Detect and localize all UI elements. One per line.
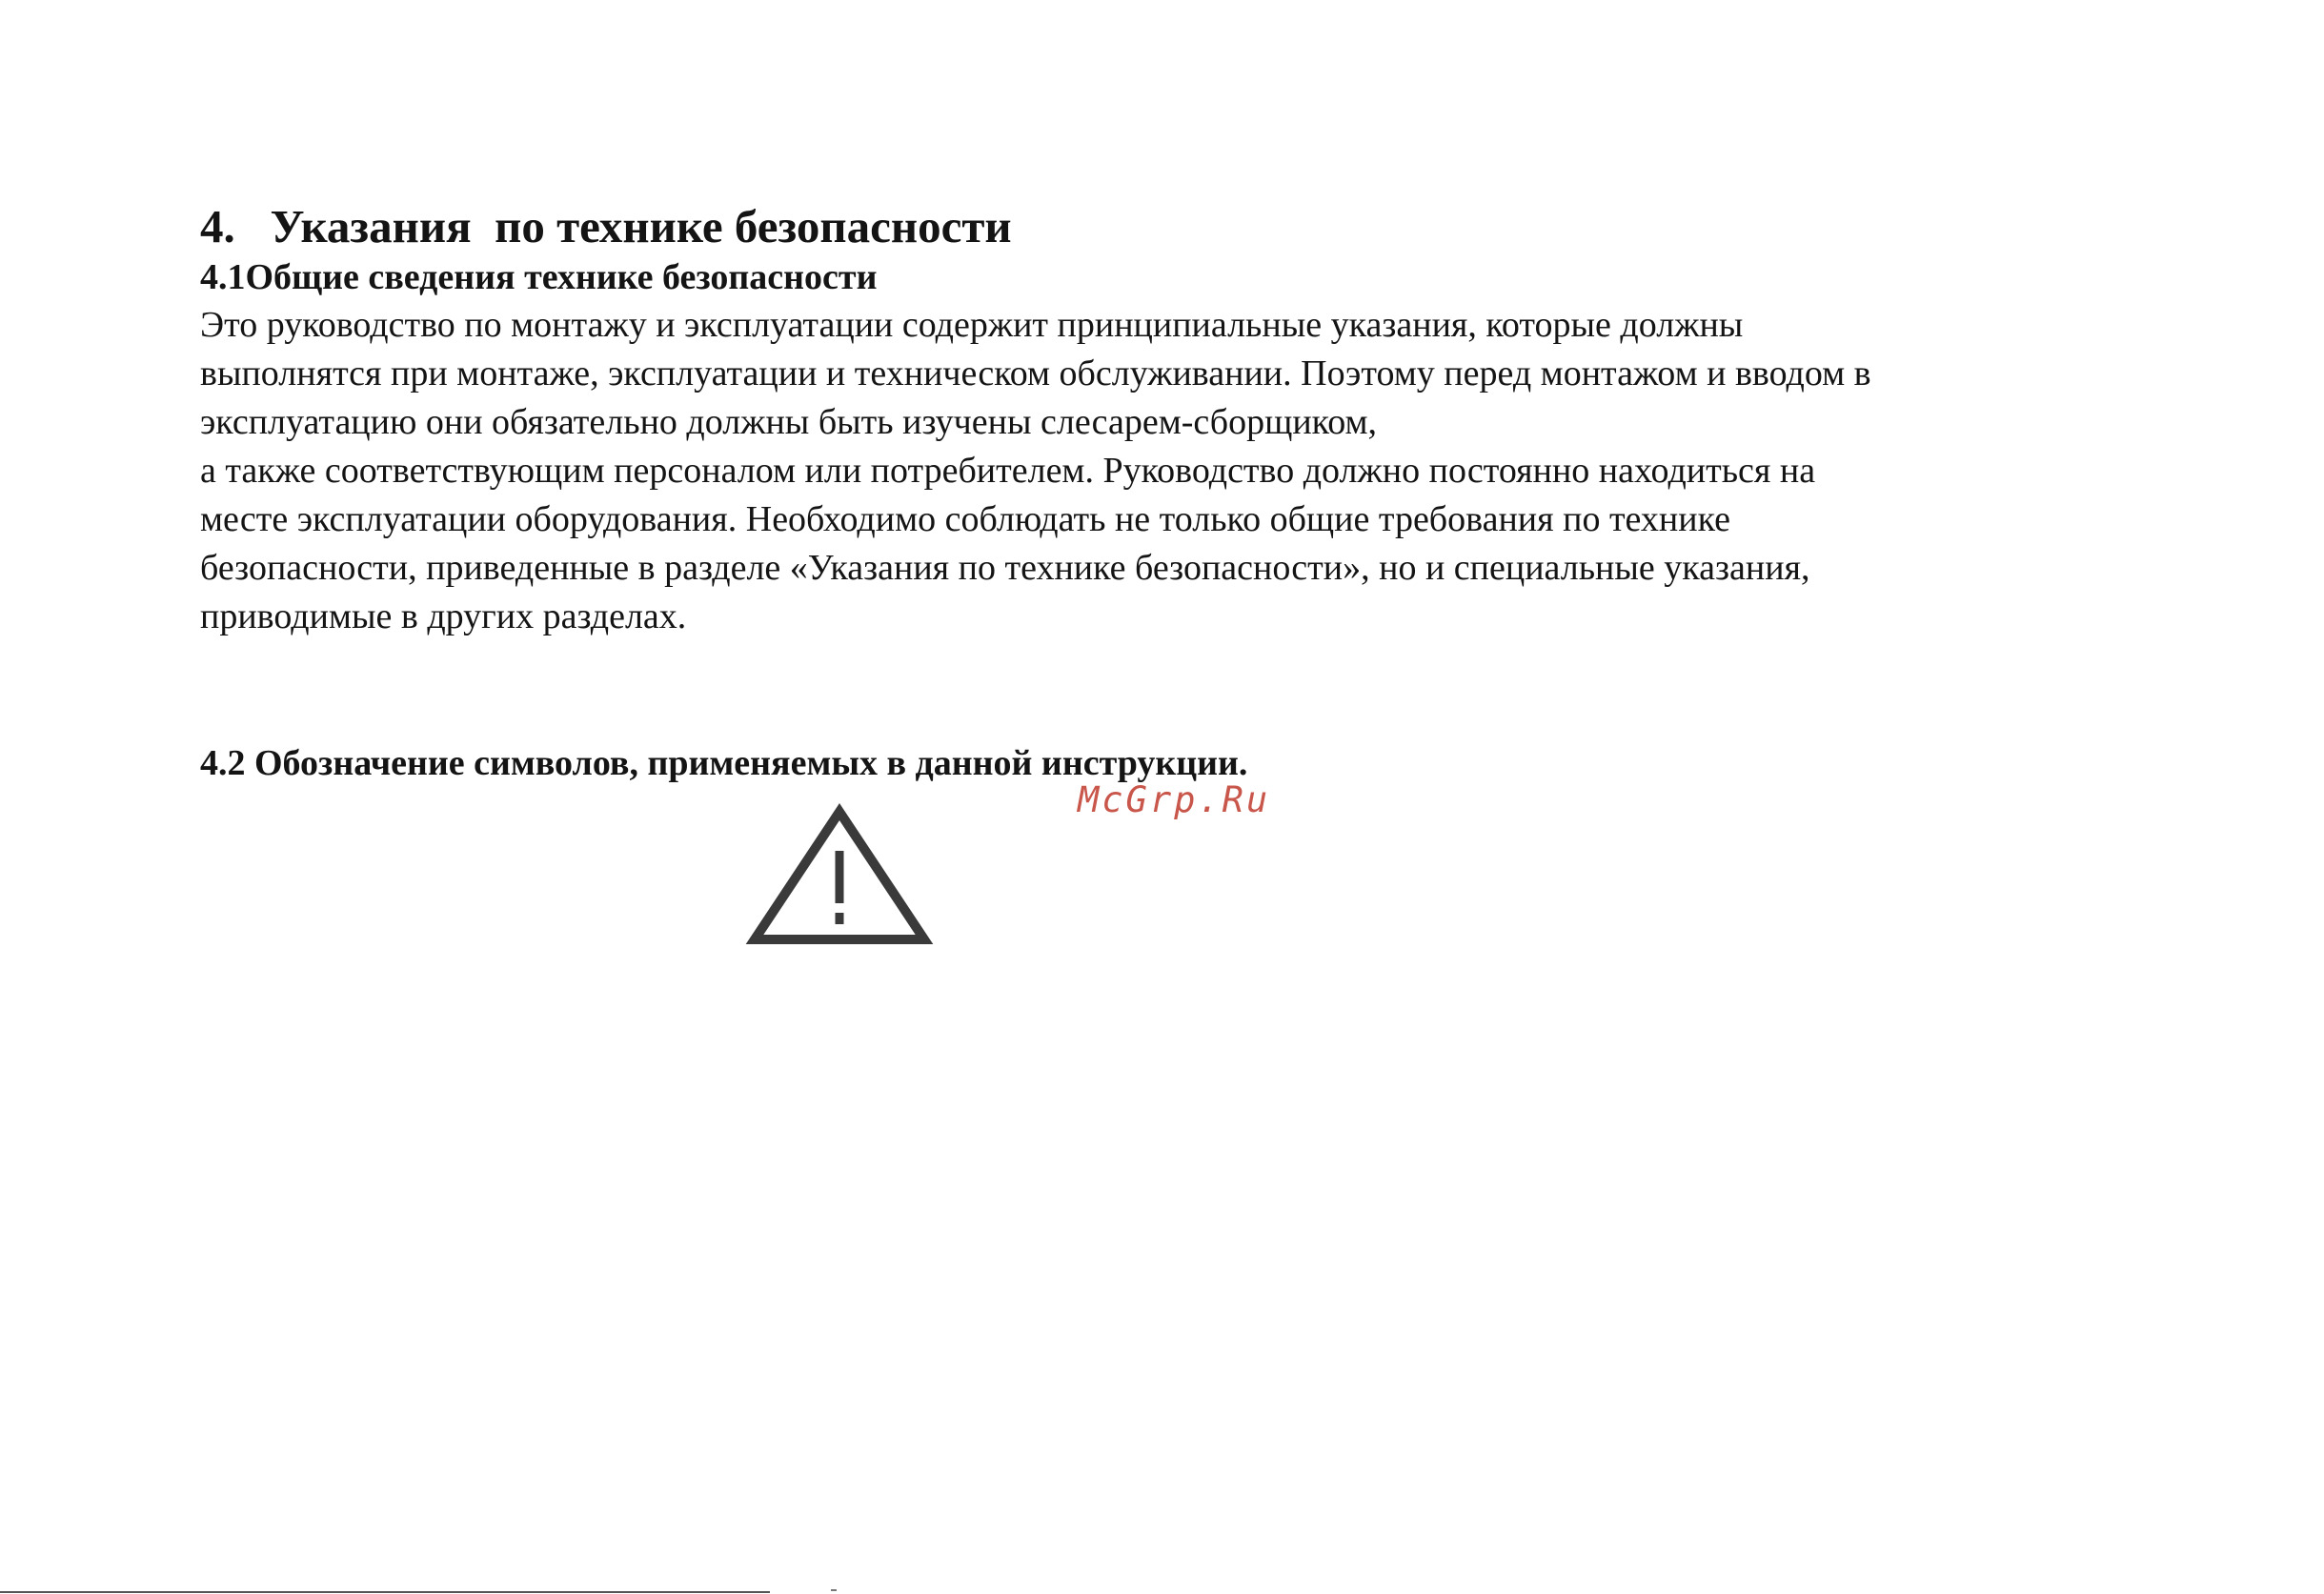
paragraph-line: эксплуатацию они обязательно должны быть изучены слесарем-сборщиком,: [200, 402, 1378, 442]
warning-triangle-icon: [741, 798, 938, 953]
document-page: [200, 200, 2153, 641]
paragraph-line: выполнятся при монтаже, эксплуатации и техническом обслуживании. Поэтому перед монтажом и вводом в: [200, 353, 1871, 393]
footer-rule: [0, 1591, 770, 1593]
paragraph-line: приводимые в других разделах.: [200, 596, 687, 636]
footer-mark: [831, 1589, 837, 1591]
subsection-4-2-title: 4.2 Обозначение символов, применяемых в данной инструкции.: [200, 743, 1248, 783]
paragraph-line: Это руководство по монтажу и эксплуатации содержит принципиальные указания, которые должны: [200, 305, 1744, 345]
section-heading: 4. Указания по технике безопасности: [200, 200, 1012, 252]
paragraph-line: а также соответствующим персоналом или потребителем. Руководство должно постоянно находиться на: [200, 451, 1816, 491]
paragraph-line: месте эксплуатации оборудования. Необходимо соблюдать не только общие требования по технике: [200, 499, 1730, 539]
safety-paragraph: [200, 301, 2153, 641]
paragraph-line: безопасности, приведенные в разделе «Указания по технике безопасности», но и специальные указания,: [200, 548, 1810, 588]
subsection-4-1-title: 4.1Общие сведения технике безопасности: [200, 257, 878, 297]
watermark-text: McGrp.Ru: [1078, 779, 1271, 820]
